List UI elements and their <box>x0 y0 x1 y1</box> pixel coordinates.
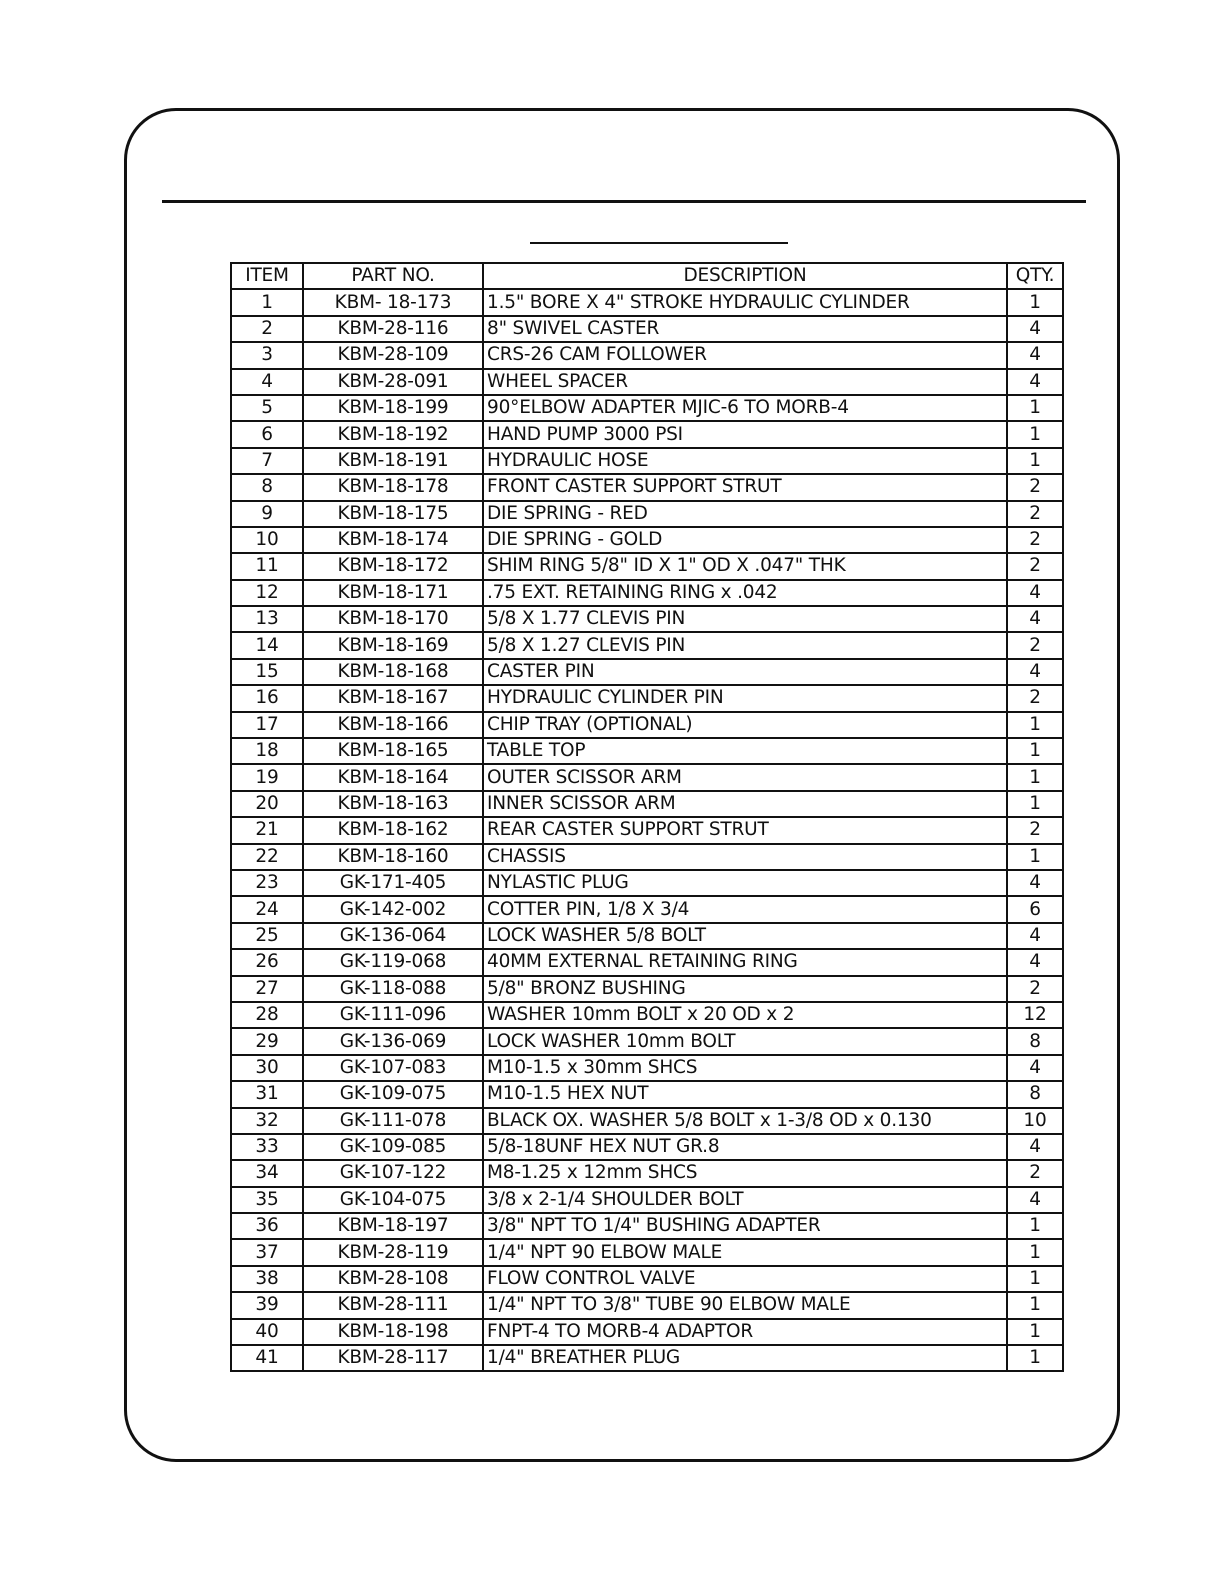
cell-item: 12 <box>231 580 303 606</box>
cell-part-no: GK-111-078 <box>303 1108 483 1134</box>
cell-item: 10 <box>231 527 303 553</box>
cell-qty: 4 <box>1007 606 1063 632</box>
cell-part-no: KBM-18-169 <box>303 632 483 658</box>
cell-qty: 1 <box>1007 764 1063 790</box>
cell-qty: 4 <box>1007 870 1063 896</box>
cell-description: REAR CASTER SUPPORT STRUT <box>483 817 1007 843</box>
cell-part-no: GK-136-069 <box>303 1028 483 1054</box>
cell-qty: 1 <box>1007 1213 1063 1239</box>
cell-description: FLOW CONTROL VALVE <box>483 1266 1007 1292</box>
cell-qty: 1 <box>1007 448 1063 474</box>
cell-qty: 1 <box>1007 421 1063 447</box>
cell-item: 33 <box>231 1134 303 1160</box>
cell-qty: 12 <box>1007 1002 1063 1028</box>
table-row <box>231 1002 1063 1028</box>
cell-item: 1 <box>231 289 303 315</box>
cell-description: SHIM RING 5/8" ID X 1" OD X .047" THK <box>483 553 1007 579</box>
cell-description: CHASSIS <box>483 844 1007 870</box>
cell-qty: 1 <box>1007 712 1063 738</box>
table-row <box>231 448 1063 474</box>
cell-qty: 1 <box>1007 289 1063 315</box>
cell-description: HYDRAULIC HOSE <box>483 448 1007 474</box>
table-row <box>231 1345 1063 1371</box>
cell-item: 23 <box>231 870 303 896</box>
cell-description: WHEEL SPACER <box>483 369 1007 395</box>
header-qty: QTY. <box>1007 263 1063 289</box>
cell-description: FRONT CASTER SUPPORT STRUT <box>483 474 1007 500</box>
cell-description: 1.5" BORE X 4" STROKE HYDRAULIC CYLINDER <box>483 289 1007 315</box>
cell-item: 16 <box>231 685 303 711</box>
cell-part-no: GK-118-088 <box>303 976 483 1002</box>
cell-qty: 1 <box>1007 738 1063 764</box>
cell-qty: 4 <box>1007 369 1063 395</box>
cell-item: 8 <box>231 474 303 500</box>
table-row <box>231 896 1063 922</box>
cell-description: 5/8" BRONZ BUSHING <box>483 976 1007 1002</box>
cell-part-no: KBM-18-160 <box>303 844 483 870</box>
table-row <box>231 923 1063 949</box>
cell-qty: 1 <box>1007 1292 1063 1318</box>
cell-item: 18 <box>231 738 303 764</box>
cell-description: CASTER PIN <box>483 659 1007 685</box>
cell-item: 24 <box>231 896 303 922</box>
table-row <box>231 632 1063 658</box>
cell-part-no: KBM-18-170 <box>303 606 483 632</box>
cell-qty: 1 <box>1007 791 1063 817</box>
cell-item: 26 <box>231 949 303 975</box>
cell-qty: 2 <box>1007 685 1063 711</box>
cell-item: 31 <box>231 1081 303 1107</box>
cell-qty: 4 <box>1007 949 1063 975</box>
cell-description: M10-1.5 HEX NUT <box>483 1081 1007 1107</box>
cell-part-no: GK-109-085 <box>303 1134 483 1160</box>
table-row <box>231 1266 1063 1292</box>
cell-item: 7 <box>231 448 303 474</box>
cell-qty: 2 <box>1007 817 1063 843</box>
cell-item: 35 <box>231 1187 303 1213</box>
cell-item: 29 <box>231 1028 303 1054</box>
cell-part-no: KBM-18-178 <box>303 474 483 500</box>
table-row <box>231 1160 1063 1186</box>
cell-part-no: KBM-18-172 <box>303 553 483 579</box>
cell-qty: 8 <box>1007 1028 1063 1054</box>
cell-part-no: GK-109-075 <box>303 1081 483 1107</box>
cell-item: 41 <box>231 1345 303 1371</box>
cell-description: NYLASTIC PLUG <box>483 870 1007 896</box>
cell-description: 5/8-18UNF HEX NUT GR.8 <box>483 1134 1007 1160</box>
table-header-row <box>231 263 1063 289</box>
cell-description: HYDRAULIC CYLINDER PIN <box>483 685 1007 711</box>
table-row <box>231 1292 1063 1318</box>
cell-item: 40 <box>231 1319 303 1345</box>
cell-item: 20 <box>231 791 303 817</box>
cell-qty: 4 <box>1007 1134 1063 1160</box>
table-row <box>231 316 1063 342</box>
cell-description: M10-1.5 x 30mm SHCS <box>483 1055 1007 1081</box>
cell-description: 8" SWIVEL CASTER <box>483 316 1007 342</box>
table-row <box>231 1187 1063 1213</box>
cell-part-no: KBM-18-164 <box>303 764 483 790</box>
cell-qty: 1 <box>1007 395 1063 421</box>
cell-part-no: KBM- 18-173 <box>303 289 483 315</box>
cell-description: 1/4" BREATHER PLUG <box>483 1345 1007 1371</box>
cell-description: INNER SCISSOR ARM <box>483 791 1007 817</box>
cell-item: 27 <box>231 976 303 1002</box>
cell-qty: 1 <box>1007 844 1063 870</box>
cell-part-no: GK-111-096 <box>303 1002 483 1028</box>
cell-description: WASHER 10mm BOLT x 20 OD x 2 <box>483 1002 1007 1028</box>
table-row <box>231 1108 1063 1134</box>
cell-item: 17 <box>231 712 303 738</box>
cell-qty: 2 <box>1007 1160 1063 1186</box>
cell-description: 5/8 X 1.27 CLEVIS PIN <box>483 632 1007 658</box>
cell-qty: 4 <box>1007 1055 1063 1081</box>
cell-qty: 4 <box>1007 1187 1063 1213</box>
cell-part-no: KBM-18-168 <box>303 659 483 685</box>
table-row <box>231 791 1063 817</box>
table-row <box>231 764 1063 790</box>
cell-description: HAND PUMP 3000 PSI <box>483 421 1007 447</box>
cell-description: 3/8" NPT TO 1/4" BUSHING ADAPTER <box>483 1213 1007 1239</box>
cell-description: BLACK OX. WASHER 5/8 BOLT x 1-3/8 OD x 0.130 <box>483 1108 1007 1134</box>
cell-qty: 2 <box>1007 474 1063 500</box>
cell-item: 34 <box>231 1160 303 1186</box>
table-row <box>231 949 1063 975</box>
cell-item: 3 <box>231 342 303 368</box>
cell-part-no: KBM-28-117 <box>303 1345 483 1371</box>
cell-description: 90°ELBOW ADAPTER MJIC-6 TO MORB-4 <box>483 395 1007 421</box>
cell-part-no: KBM-18-197 <box>303 1213 483 1239</box>
cell-part-no: KBM-28-109 <box>303 342 483 368</box>
header-description: DESCRIPTION <box>483 263 1007 289</box>
cell-part-no: KBM-18-199 <box>303 395 483 421</box>
table-row <box>231 844 1063 870</box>
cell-item: 14 <box>231 632 303 658</box>
cell-item: 25 <box>231 923 303 949</box>
cell-item: 37 <box>231 1239 303 1265</box>
cell-description: LOCK WASHER 5/8 BOLT <box>483 923 1007 949</box>
table-row <box>231 685 1063 711</box>
cell-item: 6 <box>231 421 303 447</box>
cell-item: 19 <box>231 764 303 790</box>
cell-item: 13 <box>231 606 303 632</box>
cell-part-no: GK-107-122 <box>303 1160 483 1186</box>
table-row <box>231 1028 1063 1054</box>
cell-qty: 4 <box>1007 316 1063 342</box>
table-row <box>231 870 1063 896</box>
cell-item: 5 <box>231 395 303 421</box>
cell-part-no: KBM-18-165 <box>303 738 483 764</box>
table-row <box>231 659 1063 685</box>
cell-part-no: KBM-28-119 <box>303 1239 483 1265</box>
cell-part-no: KBM-18-167 <box>303 685 483 711</box>
table-row <box>231 817 1063 843</box>
table-row <box>231 738 1063 764</box>
cell-part-no: GK-171-405 <box>303 870 483 896</box>
cell-qty: 2 <box>1007 632 1063 658</box>
table-row <box>231 606 1063 632</box>
cell-description: LOCK WASHER 10mm BOLT <box>483 1028 1007 1054</box>
header-part-no: PART NO. <box>303 263 483 289</box>
cell-description: TABLE TOP <box>483 738 1007 764</box>
cell-qty: 2 <box>1007 976 1063 1002</box>
cell-item: 4 <box>231 369 303 395</box>
bill-of-materials-table <box>230 262 1064 1372</box>
cell-part-no: GK-104-075 <box>303 1187 483 1213</box>
header-item: ITEM <box>231 263 303 289</box>
table-row <box>231 501 1063 527</box>
cell-item: 28 <box>231 1002 303 1028</box>
cell-qty: 1 <box>1007 1319 1063 1345</box>
cell-part-no: KBM-18-171 <box>303 580 483 606</box>
table-row <box>231 1081 1063 1107</box>
table-row <box>231 395 1063 421</box>
cell-qty: 2 <box>1007 527 1063 553</box>
cell-item: 22 <box>231 844 303 870</box>
cell-part-no: GK-119-068 <box>303 949 483 975</box>
cell-description: 40MM EXTERNAL RETAINING RING <box>483 949 1007 975</box>
cell-qty: 4 <box>1007 342 1063 368</box>
cell-description: CRS-26 CAM FOLLOWER <box>483 342 1007 368</box>
table-row <box>231 580 1063 606</box>
cell-part-no: KBM-18-166 <box>303 712 483 738</box>
table-row <box>231 712 1063 738</box>
cell-description: .75 EXT. RETAINING RING x .042 <box>483 580 1007 606</box>
cell-item: 11 <box>231 553 303 579</box>
cell-part-no: GK-107-083 <box>303 1055 483 1081</box>
cell-part-no: GK-142-002 <box>303 896 483 922</box>
cell-item: 38 <box>231 1266 303 1292</box>
cell-qty: 6 <box>1007 896 1063 922</box>
cell-item: 2 <box>231 316 303 342</box>
cell-part-no: KBM-18-162 <box>303 817 483 843</box>
table-row <box>231 1055 1063 1081</box>
table-row <box>231 1213 1063 1239</box>
cell-qty: 1 <box>1007 1345 1063 1371</box>
table-row <box>231 289 1063 315</box>
cell-qty: 4 <box>1007 580 1063 606</box>
cell-description: DIE SPRING - GOLD <box>483 527 1007 553</box>
table-row <box>231 527 1063 553</box>
cell-description: 3/8 x 2-1/4 SHOULDER BOLT <box>483 1187 1007 1213</box>
table-body <box>231 289 1063 1371</box>
table-row <box>231 421 1063 447</box>
cell-item: 30 <box>231 1055 303 1081</box>
cell-qty: 4 <box>1007 659 1063 685</box>
cell-part-no: KBM-18-198 <box>303 1319 483 1345</box>
title-underline <box>530 242 788 244</box>
table-row <box>231 369 1063 395</box>
cell-description: CHIP TRAY (OPTIONAL) <box>483 712 1007 738</box>
cell-description: DIE SPRING - RED <box>483 501 1007 527</box>
cell-qty: 1 <box>1007 1239 1063 1265</box>
cell-description: COTTER PIN, 1/8 X 3/4 <box>483 896 1007 922</box>
cell-description: 1/4" NPT TO 3/8" TUBE 90 ELBOW MALE <box>483 1292 1007 1318</box>
cell-description: FNPT-4 TO MORB-4 ADAPTOR <box>483 1319 1007 1345</box>
cell-item: 9 <box>231 501 303 527</box>
cell-item: 15 <box>231 659 303 685</box>
cell-part-no: KBM-18-175 <box>303 501 483 527</box>
cell-qty: 2 <box>1007 553 1063 579</box>
cell-part-no: KBM-28-108 <box>303 1266 483 1292</box>
cell-item: 21 <box>231 817 303 843</box>
cell-part-no: KBM-18-191 <box>303 448 483 474</box>
table-row <box>231 553 1063 579</box>
cell-qty: 8 <box>1007 1081 1063 1107</box>
table-row <box>231 1239 1063 1265</box>
cell-part-no: GK-136-064 <box>303 923 483 949</box>
table-row <box>231 1134 1063 1160</box>
table-row <box>231 474 1063 500</box>
cell-description: 1/4" NPT 90 ELBOW MALE <box>483 1239 1007 1265</box>
header-divider-line <box>162 200 1086 203</box>
cell-description: 5/8 X 1.77 CLEVIS PIN <box>483 606 1007 632</box>
cell-item: 39 <box>231 1292 303 1318</box>
cell-part-no: KBM-28-116 <box>303 316 483 342</box>
cell-qty: 1 <box>1007 1266 1063 1292</box>
cell-qty: 2 <box>1007 501 1063 527</box>
cell-description: OUTER SCISSOR ARM <box>483 764 1007 790</box>
cell-qty: 4 <box>1007 923 1063 949</box>
cell-part-no: KBM-18-163 <box>303 791 483 817</box>
cell-item: 32 <box>231 1108 303 1134</box>
cell-item: 36 <box>231 1213 303 1239</box>
table-row <box>231 1319 1063 1345</box>
cell-part-no: KBM-28-091 <box>303 369 483 395</box>
table-row <box>231 976 1063 1002</box>
cell-part-no: KBM-18-192 <box>303 421 483 447</box>
cell-part-no: KBM-28-111 <box>303 1292 483 1318</box>
table-row <box>231 342 1063 368</box>
cell-description: M8-1.25 x 12mm SHCS <box>483 1160 1007 1186</box>
cell-part-no: KBM-18-174 <box>303 527 483 553</box>
cell-qty: 10 <box>1007 1108 1063 1134</box>
